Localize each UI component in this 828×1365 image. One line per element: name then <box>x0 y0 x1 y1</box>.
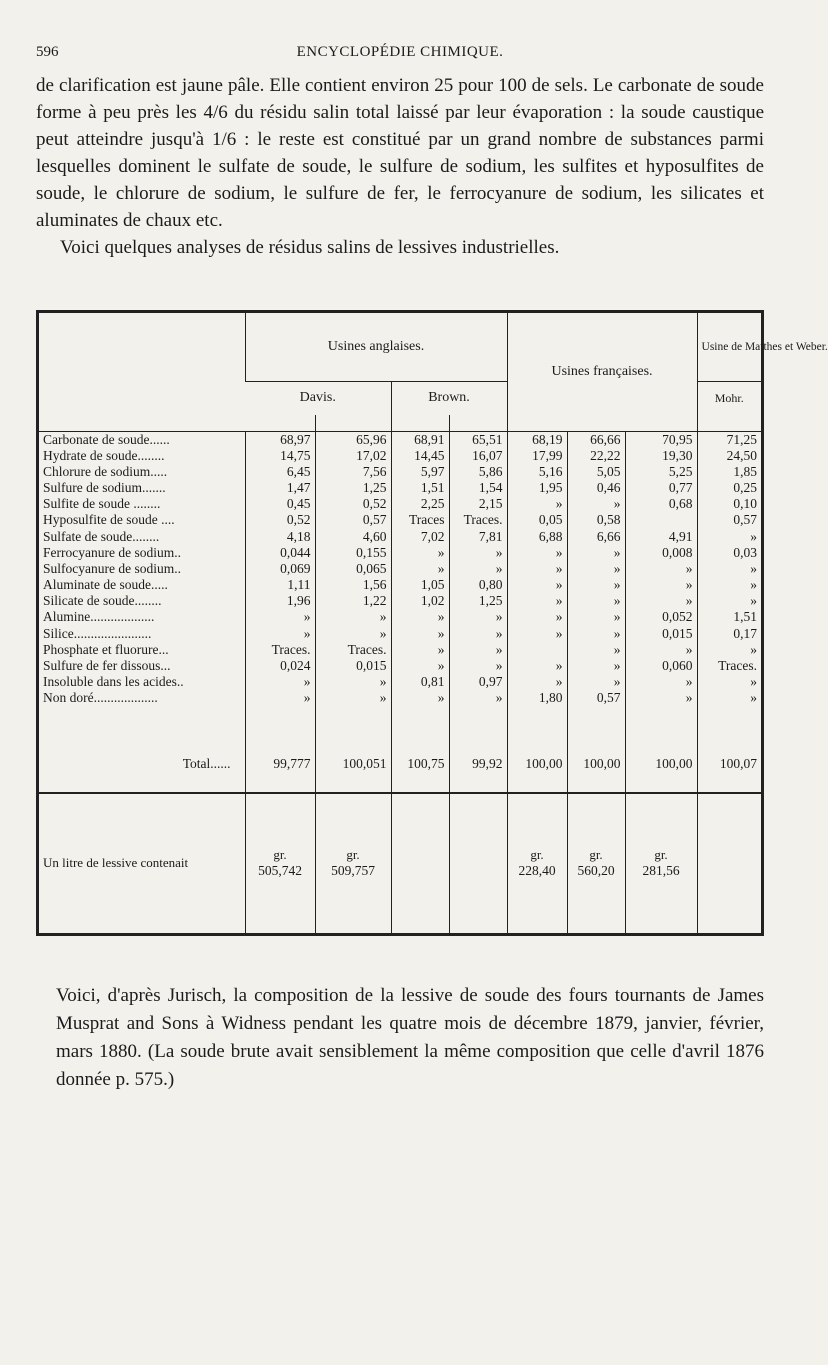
cell: » <box>567 609 625 625</box>
table-row <box>39 480 761 496</box>
group-usine-mathes: Usine de Matthes et Weber. <box>697 313 761 381</box>
analysis-table <box>39 313 828 933</box>
cell: 2,25 <box>391 496 449 512</box>
litre-row <box>39 793 761 934</box>
cell: » <box>449 658 507 674</box>
cell: 1,22 <box>315 593 391 609</box>
cell: » <box>315 674 391 690</box>
cell: 14,45 <box>391 448 449 464</box>
cell: 22,22 <box>567 448 625 464</box>
litre-label: Un litre de lessive contenait <box>43 855 189 871</box>
cell: 1,25 <box>315 480 391 496</box>
cell: 0,81 <box>391 674 449 690</box>
row-label: Non doré................... <box>43 690 158 706</box>
intro-paragraph <box>36 72 764 261</box>
cell: » <box>245 674 315 690</box>
cell: » <box>625 561 697 577</box>
cell: 0,044 <box>245 545 315 561</box>
closing-paragraph: Voici, d'après Jurisch, la composition de la lessive de soude des fours tournants de James Musprat and Sons à Widness pendant les quatre mois de décembre 1879, janvier, février, mars 1880. (La soude brute avait sensiblement la même composition que celle d'avril 1876 donnée p. 575.) <box>56 985 764 1090</box>
cell: 16,07 <box>449 448 507 464</box>
cell: 1,51 <box>697 609 761 625</box>
cell: 100,00 <box>625 737 697 793</box>
table-row <box>39 690 761 706</box>
row-label: Hydrate de soude........ <box>43 447 165 463</box>
cell: » <box>507 609 567 625</box>
cell: » <box>507 658 567 674</box>
cell: 5,97 <box>391 464 449 480</box>
cell: gr. 560,20 <box>567 793 625 934</box>
spacer-row <box>39 707 761 737</box>
row-label: Sulfate de soude........ <box>43 528 160 544</box>
cell: 68,19 <box>507 431 567 448</box>
analysis-table-frame <box>36 310 828 936</box>
cell: 0,58 <box>567 512 625 528</box>
cell: 66,66 <box>567 431 625 448</box>
cell: » <box>245 690 315 706</box>
cell: » <box>507 593 567 609</box>
running-title: ENCYCLOPÉDIE CHIMIQUE. <box>296 44 504 60</box>
cell <box>625 512 697 528</box>
cell: Traces. <box>245 642 315 658</box>
cell: 5,86 <box>449 464 507 480</box>
cell: » <box>567 674 625 690</box>
sub-brown: Brown. <box>391 381 507 415</box>
sub-mohr: Mohr. <box>697 381 761 415</box>
cell: 1,11 <box>245 577 315 593</box>
page-header <box>36 44 764 64</box>
cell: 1,95 <box>507 480 567 496</box>
cell: » <box>507 561 567 577</box>
cell: » <box>245 609 315 625</box>
cell: Traces <box>391 512 449 528</box>
cell: » <box>567 658 625 674</box>
cell <box>391 793 449 934</box>
cell: 0,015 <box>625 626 697 642</box>
cell: 100,07 <box>697 737 761 793</box>
cell: » <box>315 609 391 625</box>
cell: » <box>697 577 761 593</box>
cell: » <box>315 690 391 706</box>
table-row <box>39 448 761 464</box>
page-number: 596 <box>36 44 59 60</box>
row-label: Sulfure de sodium....... <box>43 479 166 495</box>
cell: 0,008 <box>625 545 697 561</box>
cell: 0,57 <box>697 512 761 528</box>
table-row <box>39 431 761 448</box>
cell: » <box>625 674 697 690</box>
row-label: Sulfure de fer dissous... <box>43 658 171 674</box>
intro-text-2: Voici quelques analyses de résidus salins de lessives industrielles. <box>60 237 560 258</box>
cell: 0,25 <box>697 480 761 496</box>
cell: » <box>697 528 761 544</box>
cell: 100,75 <box>391 737 449 793</box>
cell: gr. 505,742 <box>245 793 315 934</box>
cell: 0,17 <box>697 626 761 642</box>
cell: » <box>567 561 625 577</box>
cell: 1,47 <box>245 480 315 496</box>
cell: » <box>391 642 449 658</box>
cell: gr. 228,40 <box>507 793 567 934</box>
cell: 0,97 <box>449 674 507 690</box>
cell: » <box>315 626 391 642</box>
cell: 6,66 <box>567 528 625 544</box>
cell: 0,060 <box>625 658 697 674</box>
cell: 100,00 <box>507 737 567 793</box>
table-row <box>39 658 761 674</box>
cell: » <box>567 626 625 642</box>
cell: » <box>567 545 625 561</box>
cell: 0,68 <box>625 496 697 512</box>
cell: Traces. <box>315 642 391 658</box>
cell: 0,155 <box>315 545 391 561</box>
cell: 1,56 <box>315 577 391 593</box>
cell: 0,46 <box>567 480 625 496</box>
cell: » <box>449 561 507 577</box>
cell: » <box>391 561 449 577</box>
cell: » <box>625 577 697 593</box>
table-row <box>39 561 761 577</box>
cell <box>449 793 507 934</box>
cell: » <box>697 690 761 706</box>
cell: Traces. <box>697 658 761 674</box>
cell: » <box>567 577 625 593</box>
cell: 1,51 <box>391 480 449 496</box>
cell: 7,56 <box>315 464 391 480</box>
table-row <box>39 528 761 544</box>
table-row <box>39 577 761 593</box>
row-label: Ferrocyanure de sodium.. <box>43 544 181 560</box>
cell: 6,88 <box>507 528 567 544</box>
cell: 100,051 <box>315 737 391 793</box>
cell: 5,05 <box>567 464 625 480</box>
cell: gr. 509,757 <box>315 793 391 934</box>
cell: » <box>391 658 449 674</box>
cell: » <box>391 609 449 625</box>
row-label: Aluminate de soude..... <box>43 577 168 593</box>
cell: 17,99 <box>507 448 567 464</box>
cell: » <box>507 545 567 561</box>
row-label: Insoluble dans les acides.. <box>43 674 184 690</box>
cell: 7,02 <box>391 528 449 544</box>
cell: » <box>391 545 449 561</box>
total-label: Total...... <box>39 737 245 793</box>
cell: 100,00 <box>567 737 625 793</box>
cell: 0,77 <box>625 480 697 496</box>
cell: 0,10 <box>697 496 761 512</box>
cell: » <box>697 561 761 577</box>
cell: 7,81 <box>449 528 507 544</box>
cell: » <box>449 690 507 706</box>
cell: 0,52 <box>245 512 315 528</box>
cell: 68,97 <box>245 431 315 448</box>
cell: 4,91 <box>625 528 697 544</box>
table-row <box>39 464 761 480</box>
cell: 2,15 <box>449 496 507 512</box>
cell: » <box>391 690 449 706</box>
cell: 14,75 <box>245 448 315 464</box>
table-row <box>39 609 761 625</box>
intro-text: de clarification est jaune pâle. Elle contient environ 25 pour 100 de sels. Le carbonate de soude forme à peu près les 4/6 du résidu salin total laissé par leur évaporation : la soude caustique peut atteindre jusqu'à 1/6 : le reste est constitué par un grand nombre de substances parmi lesquelles dominent le sulfate de soude, le sulfure de sodium, les sulfites et hyposulfites de soude, le chlorure de sodium, le sulfure de fer, le ferrocyanure de sodium, les silicates et aluminates de chaux etc. <box>36 75 764 231</box>
table-row <box>39 674 761 690</box>
cell: » <box>625 593 697 609</box>
cell: 0,065 <box>315 561 391 577</box>
cell: » <box>507 674 567 690</box>
cell: 19,30 <box>625 448 697 464</box>
cell <box>697 793 761 934</box>
cell: gr. 281,56 <box>625 793 697 934</box>
group-usines-anglaises: Usines anglaises. <box>245 313 507 381</box>
cell: 0,57 <box>315 512 391 528</box>
cell: 0,024 <box>245 658 315 674</box>
cell: » <box>245 626 315 642</box>
cell: » <box>507 626 567 642</box>
cell: 70,95 <box>625 431 697 448</box>
group-usines-francaises: Usines françaises. <box>507 313 697 431</box>
cell: » <box>567 496 625 512</box>
cell: » <box>567 642 625 658</box>
table-row <box>39 642 761 658</box>
row-label: Phosphate et fluorure... <box>43 641 169 657</box>
cell: » <box>625 642 697 658</box>
row-label: Sulfite de soude ........ <box>43 496 161 512</box>
row-label: Chlorure de sodium..... <box>43 463 168 479</box>
cell: » <box>449 642 507 658</box>
cell: 5,16 <box>507 464 567 480</box>
table-row <box>39 593 761 609</box>
cell: 65,96 <box>315 431 391 448</box>
cell: 17,02 <box>315 448 391 464</box>
table-row <box>39 496 761 512</box>
cell: 0,05 <box>507 512 567 528</box>
cell: » <box>567 593 625 609</box>
total-row <box>39 737 761 793</box>
cell: » <box>449 545 507 561</box>
cell: 65,51 <box>449 431 507 448</box>
cell: 0,52 <box>315 496 391 512</box>
cell: » <box>697 642 761 658</box>
cell: » <box>697 593 761 609</box>
sub-davis: Davis. <box>245 381 391 415</box>
cell: 0,015 <box>315 658 391 674</box>
cell: » <box>697 674 761 690</box>
cell: Traces. <box>449 512 507 528</box>
cell: 99,92 <box>449 737 507 793</box>
cell: 0,80 <box>449 577 507 593</box>
cell: 1,05 <box>391 577 449 593</box>
cell: » <box>449 626 507 642</box>
cell: 0,052 <box>625 609 697 625</box>
row-label: Sulfocyanure de sodium.. <box>43 560 181 576</box>
row-label: Silice....................... <box>43 625 152 641</box>
cell: » <box>391 626 449 642</box>
cell: 24,50 <box>697 448 761 464</box>
cell: 0,45 <box>245 496 315 512</box>
cell: 99,777 <box>245 737 315 793</box>
row-label: Hyposulfite de soude .... <box>43 512 175 528</box>
cell: 4,60 <box>315 528 391 544</box>
cell: 1,02 <box>391 593 449 609</box>
table-row <box>39 512 761 528</box>
cell: 0,069 <box>245 561 315 577</box>
cell: 0,57 <box>567 690 625 706</box>
row-label: Alumine................... <box>43 609 155 625</box>
cell: » <box>449 609 507 625</box>
table-row <box>39 626 761 642</box>
row-label: Silicate de soude........ <box>43 593 162 609</box>
cell: 6,45 <box>245 464 315 480</box>
cell: 4,18 <box>245 528 315 544</box>
cell: 1,80 <box>507 690 567 706</box>
cell: » <box>507 496 567 512</box>
row-label: Carbonate de soude...... <box>39 431 245 448</box>
cell: 5,25 <box>625 464 697 480</box>
cell: 71,25 <box>697 431 761 448</box>
table-row <box>39 545 761 561</box>
cell: 68,91 <box>391 431 449 448</box>
cell: 1,96 <box>245 593 315 609</box>
cell: 1,85 <box>697 464 761 480</box>
label-column-header <box>39 313 245 431</box>
cell <box>507 642 567 658</box>
cell: » <box>507 577 567 593</box>
cell: 1,25 <box>449 593 507 609</box>
cell: 0,03 <box>697 545 761 561</box>
cell: » <box>625 690 697 706</box>
cell: 1,54 <box>449 480 507 496</box>
